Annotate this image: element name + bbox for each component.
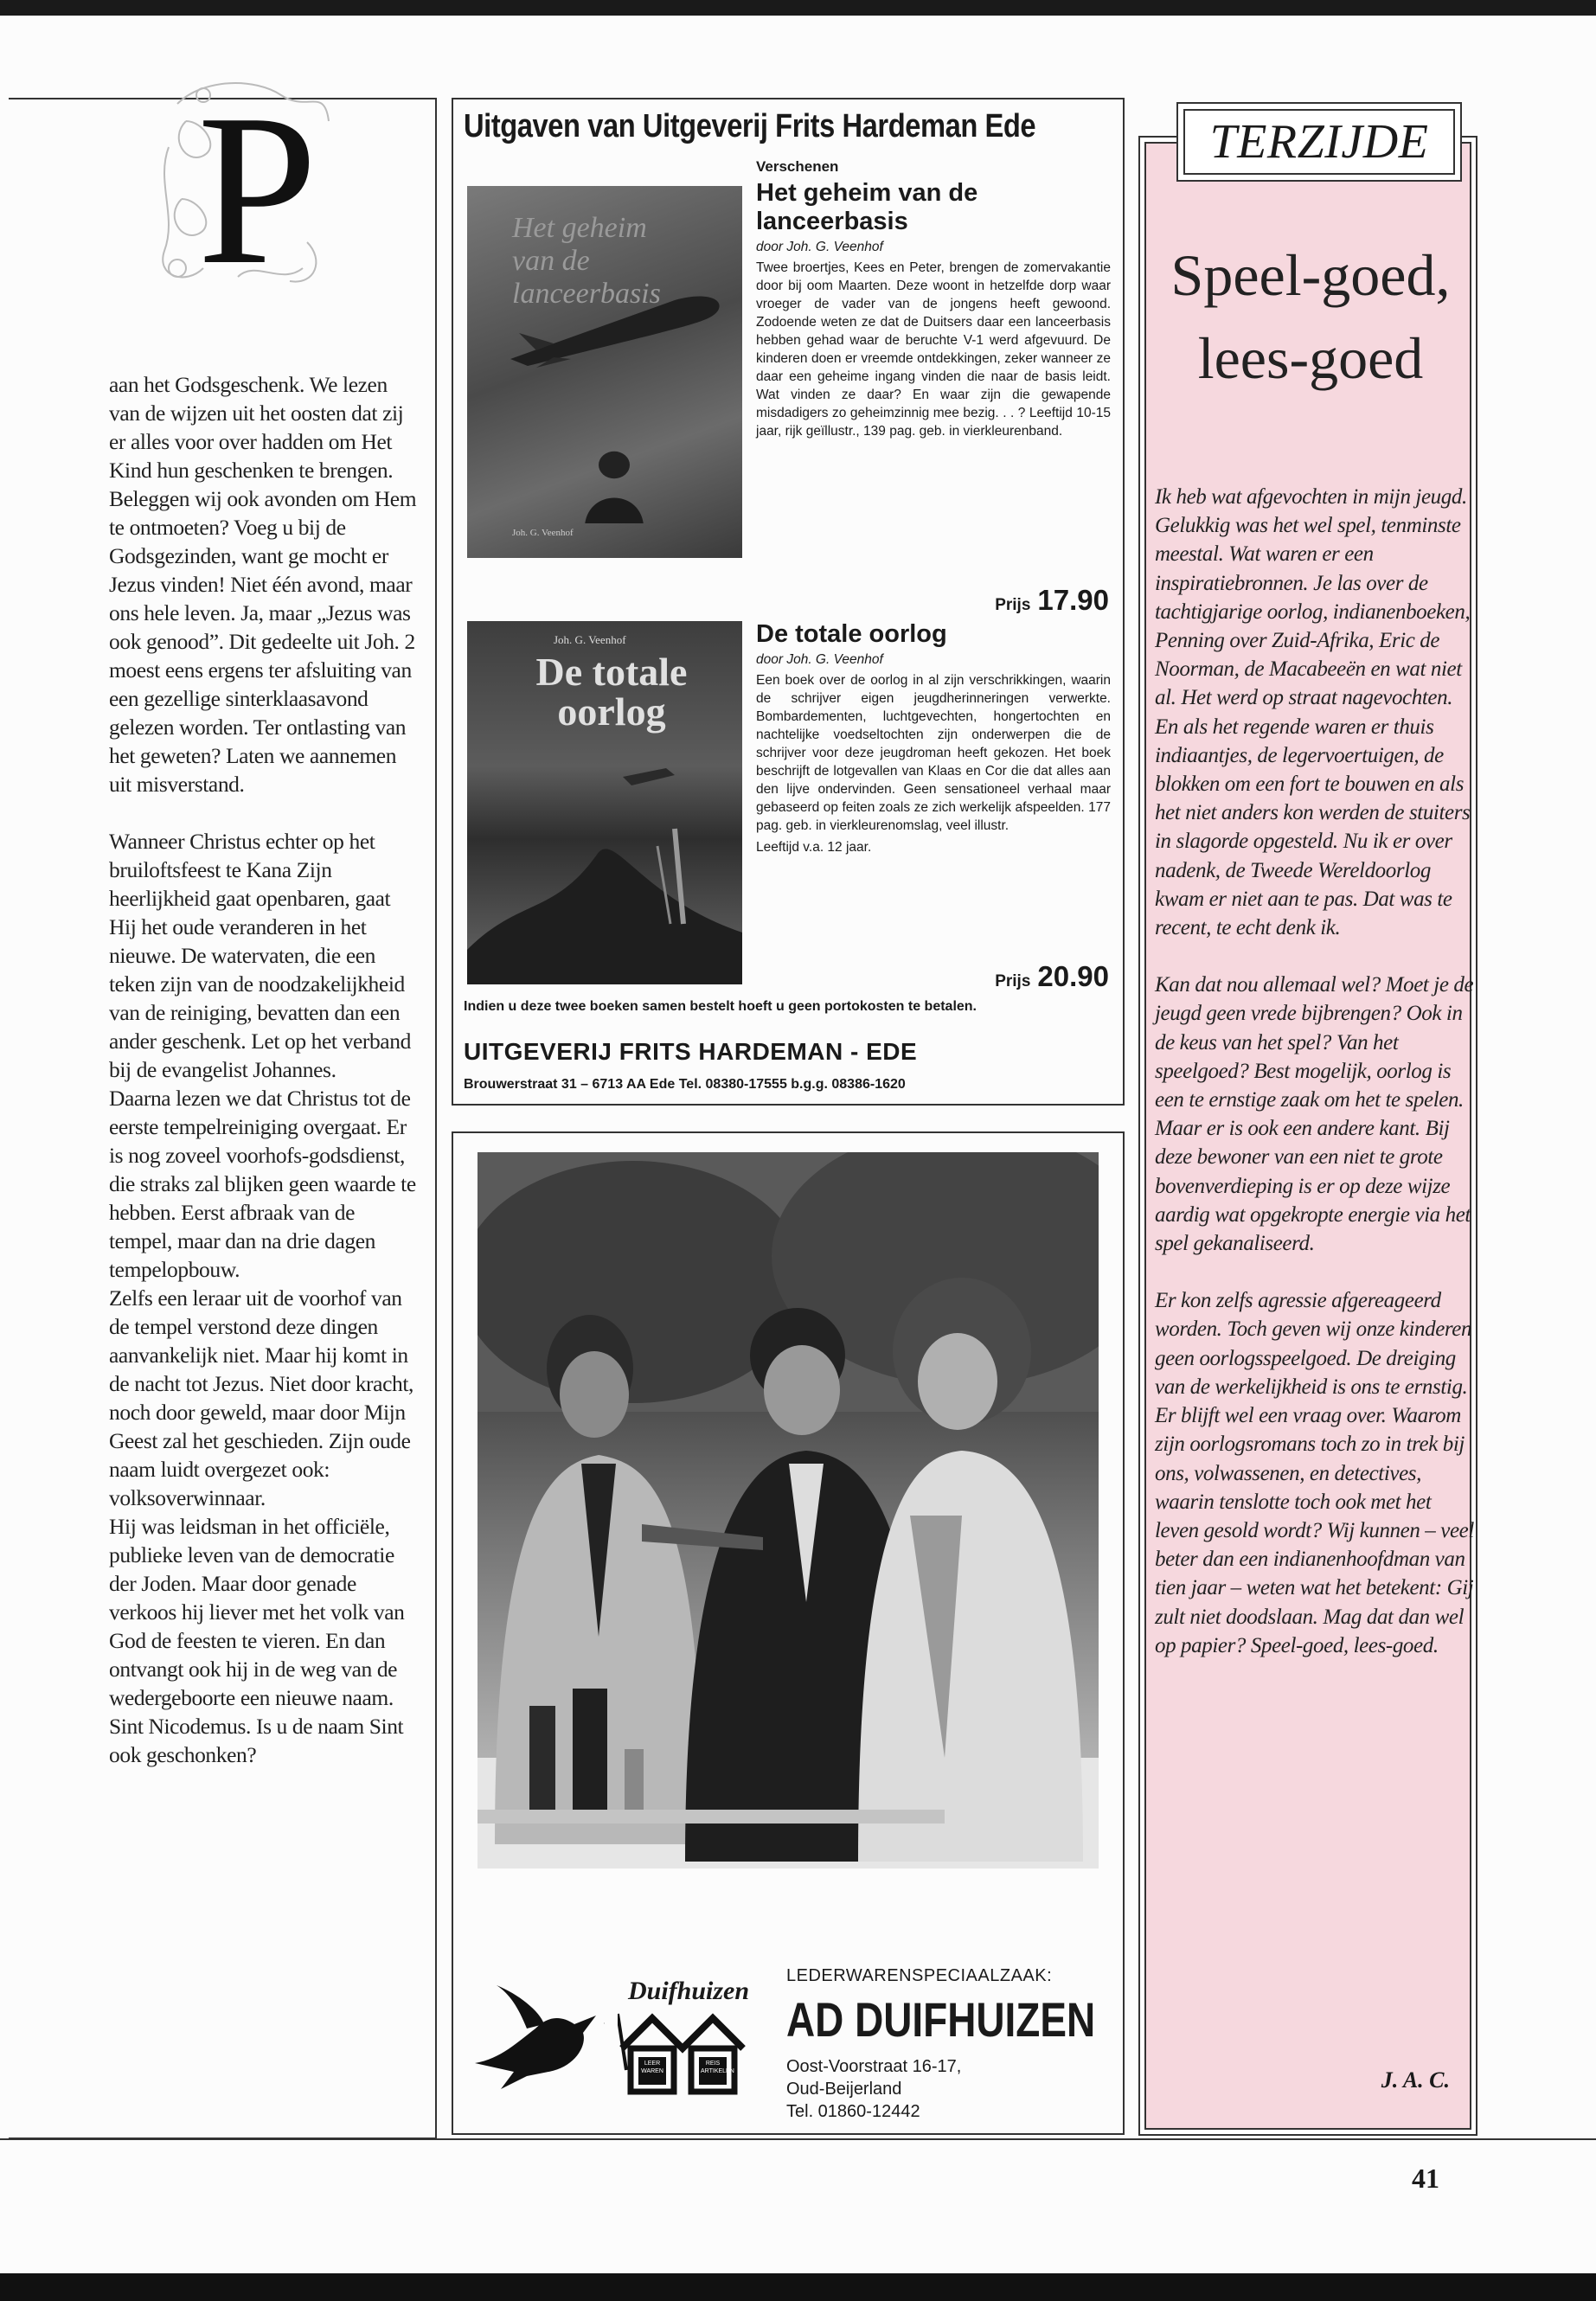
people-toasting-photo: [478, 1152, 1099, 1868]
duifhuizen-advertisement: [452, 1131, 1125, 2135]
book1-status-label: Verschenen: [756, 158, 839, 175]
cover-author-text: Joh. G. Veenhof: [554, 633, 626, 646]
book1-price-value: 17.90: [1037, 584, 1109, 616]
books-offer-note: Indien u deze twee boeken samen bestelt hoeft u geen portokosten te betalen.: [464, 999, 977, 1014]
dropcap-letter: P: [197, 70, 318, 310]
advertisement-photo: [478, 1152, 1099, 1868]
terzijde-signature: J. A. C.: [1381, 2067, 1450, 2093]
rocket-illustration: [502, 290, 727, 368]
top-border: [0, 0, 1596, 16]
war-scene-illustration: [467, 725, 742, 984]
shop-phone: Tel. 01860-12442: [786, 2102, 920, 2121]
shop-address-line: Oost-Voorstraat 16-17,: [786, 2057, 962, 2076]
book1-price-label: Prijs: [995, 596, 1031, 614]
book2-info: [756, 617, 1111, 856]
cover-author-text: Joh. G. Veenhof: [512, 528, 574, 538]
book2-title: De totale oorlog: [756, 620, 947, 648]
book1-author: door Joh. G. Veenhof: [756, 240, 883, 254]
soldier-figure: [554, 445, 675, 523]
terzijde-paragraph: Er kon zelfs agressie afgereageerd worden. Toch geven wij onze kinderen geen oorlogsspeelgoed. De dreiging van de werkelijkheid is ons te ernstig. Er blijft wel een vraag over. Waarom zijn oorlogsromans toch zo in trek bij ons, volwassenen, en detectives, waarin tenslotte toch ook met het leven gesold wordt? Wij kunnen – veel beter dan een indianenhoofdman van tien jaar – weten wat het betekent: Gij zult niet doodslaan. Mag dat dan wel op papier? Speel-goed, lees-goed.: [1155, 1289, 1474, 1657]
shop-address: [786, 2055, 961, 2123]
terzijde-title-line: Speel-goed,: [1170, 242, 1451, 308]
terzijde-header-box: [1176, 102, 1462, 182]
book2-price-value: 20.90: [1037, 960, 1109, 992]
page-number: 41: [1412, 2163, 1439, 2194]
logo-script-text: Duifhuizen: [628, 1977, 750, 2005]
shop-address-line: Oud-Beijerland: [786, 2080, 902, 2099]
terzijde-header: TERZIJDE: [1183, 109, 1455, 175]
left-article-text: [109, 370, 420, 1769]
book2-description: Een boek over de oorlog in al zijn verschrikkingen, waarin de schrijver eigen jeugdherinneringen verwerkte. Bombardementen, luchtgevechten, hongertochten en nachtelijke voedseltochten zijn onderwerpen die de schrijver voor deze jeugdroman heeft gekozen. Het boek beschrijft de lotgevallen van Klaas en Cor die dat alles aan den lijve ondervinden. Geen sensationeel verhaal maar gebaseerd op feiten zoals ze zich werkelijk afspeelden. 177 pag. geb. in vierkleurenomslag, veel illustr.: [756, 673, 1111, 833]
logo-left-label: LEER WAREN: [641, 2061, 663, 2074]
book2-price: [995, 960, 1109, 993]
publisher-address: Brouwerstraat 31 – 6713 AA Ede Tel. 08380-17555 b.g.g. 08386-1620: [464, 1077, 906, 1092]
terzijde-title: [1138, 234, 1483, 400]
publisher-name: UITGEVERIJ FRITS HARDEMAN - EDE: [464, 1038, 918, 1065]
books-ad-title: Uitgaven van Uitgeverij Frits Hardeman Ede: [464, 108, 1036, 144]
bottom-border: [0, 2273, 1596, 2301]
book-cover-totale-oorlog: [467, 621, 742, 984]
left-paragraph: aan het Godsgeschenk. We lezen van de wijzen uit het oosten dat zij er alles voor over hadden om Het Kind hun geschenken te brengen. Beleggen wij ook avonden om Hem te ontmoeten? Voeg u bij de Godsgezinden, want ge mocht er Jezus vinden! Niet één avond, maar ons hele leven. Ja, maar „Jezus was ook genood”. Dit gedeelte uit Joh. 2 moest eens ergens ter afsluiting van een gezellige sinterklaasavond gelezen worden. Ter ontlasting van het geweten? Laten we aannemen uit misverstand.: [109, 372, 417, 797]
book1-info: [756, 158, 1111, 440]
left-paragraph: Daarna lezen we dat Christus tot de eerste tempelreiniging overgaat. Er is nog zoveel voorhofs-godsdienst, die straks zal blijken geen waarde te hebben. Eerst afbraak van de tempel, maar dan na drie dagen tempelopbouw.: [109, 1086, 416, 1282]
terzijde-paragraph: Kan dat nou allemaal wel? Moet je de jeugd geen vrede bijbrengen? Ook in de keus van het spel? Van het speelgoed? Best mogelijk, oorlog is een te ernstige zaak om het te spelen. Maar er is ook een andere kant. Bij deze bewoner van een niet te grote bovenverdieping is er op deze wijze aardig wat opgekropte energie via het spel gekanaliseerd.: [1155, 973, 1474, 1256]
book2-age: Leeftijd v.a. 12 jaar.: [756, 840, 872, 855]
left-paragraph: Zelfs een leraar uit de voorhof van de tempel verstond deze dingen aanvankelijk niet. Maar hij komt in de nacht tot Jezus. Niet door kracht, noch door geweld, maar door Mijn Geest zal het geschieden. Zijn oude naam luidt overgezet ook: volksoverwinnaar.: [109, 1285, 413, 1510]
dove-logo-icon: [466, 1981, 605, 2093]
terzijde-title-line: lees-goed: [1197, 325, 1424, 391]
terzijde-paragraph: Ik heb wat afgevochten in mijn jeugd. Gelukkig was het wel spel, tenminste meestal. Wat waren er een inspiratiebronnen. Je las over de tachtigjarige oorlog, indianenboeken, Penning over Zuid-Afrika, Eric de Noorman, de Macabeeën en wat niet al. Het werd op straat nagevochten. En als het regende waren er thuis indiaantjes, de legervoertuigen, de blokken om een fort te bouwen en als het niet anders kon werden de stuiters in slagorde opgesteld. Nu ik er over nadenk, de Tweede Wereldoorlog kwam er niet aan te pas. Dat was te recent, te echt denk ik.: [1155, 485, 1471, 940]
book2-price-label: Prijs: [995, 972, 1031, 990]
cover-title-text: De totale oorlog: [535, 650, 688, 734]
book1-price: [995, 584, 1109, 617]
footer-rule: [0, 2138, 1596, 2140]
cover-title-text: Het geheim van de lanceerbasis: [512, 212, 661, 310]
books-advertisement: [452, 98, 1125, 1106]
left-paragraph: Hij was leidsman in het officiële, publieke leven van de democratie der Joden. Maar door genade verkoos hij liever met het volk van God de feesten te vieren. En dan ontvangt ook hij in de weg van de wedergeboorte een nieuwe naam. Sint Nicodemus. Is u de naam Sint ook geschonken?: [109, 1514, 405, 1767]
book-cover-lanceerbasis: [467, 186, 742, 558]
book2-author: door Joh. G. Veenhof: [756, 652, 883, 667]
left-paragraph: Wanneer Christus echter op het bruiloftsfeest te Kana Zijn heerlijkheid gaat openbaren, gaat Hij het oude veranderen in het nieuwe. De watervaten, die een teken zijn van de noodzakelijkheid van de reiniging, bevatten dan een ander geschenk. Let op het verband bij de evangelist Johannes.: [109, 829, 411, 1082]
book1-description: Twee broertjes, Kees en Peter, brengen de zomervakantie door bij oom Maarten. Deze woont in hetzelfde dorp waar vroeger de vader van de jongens heeft gewoond. Zodoende weten ze dat de Duitsers daar een lanceerbasis hebben gehad waar de beruchte V-1 werd afgevuurd. De kinderen doen er vreemde ontdekkingen, zeker wanneer ze daar een geheime ingang vinden die naar de basis leidt. Wat vinden ze daar? En waar zijn die gewapende misdadigers zo geheimzinnig mee bezig. . . ? Leeftijd 10-15 jaar, rijk geïllustr., 139 pag. geb. in vierkleurenband.: [756, 260, 1111, 439]
shop-kind: LEDERWARENSPECIAALZAAK:: [786, 1966, 1053, 1985]
duifhuizen-house-logo: [618, 1977, 750, 2098]
shop-name: AD DUIFHUIZEN: [786, 1992, 1096, 2047]
book1-title: Het geheim van de lanceerbasis: [756, 179, 978, 235]
house-icon: [618, 2009, 747, 2096]
logo-right-label: REIS ARTIKELEN: [701, 2061, 734, 2074]
terzijde-text: [1155, 483, 1475, 1689]
